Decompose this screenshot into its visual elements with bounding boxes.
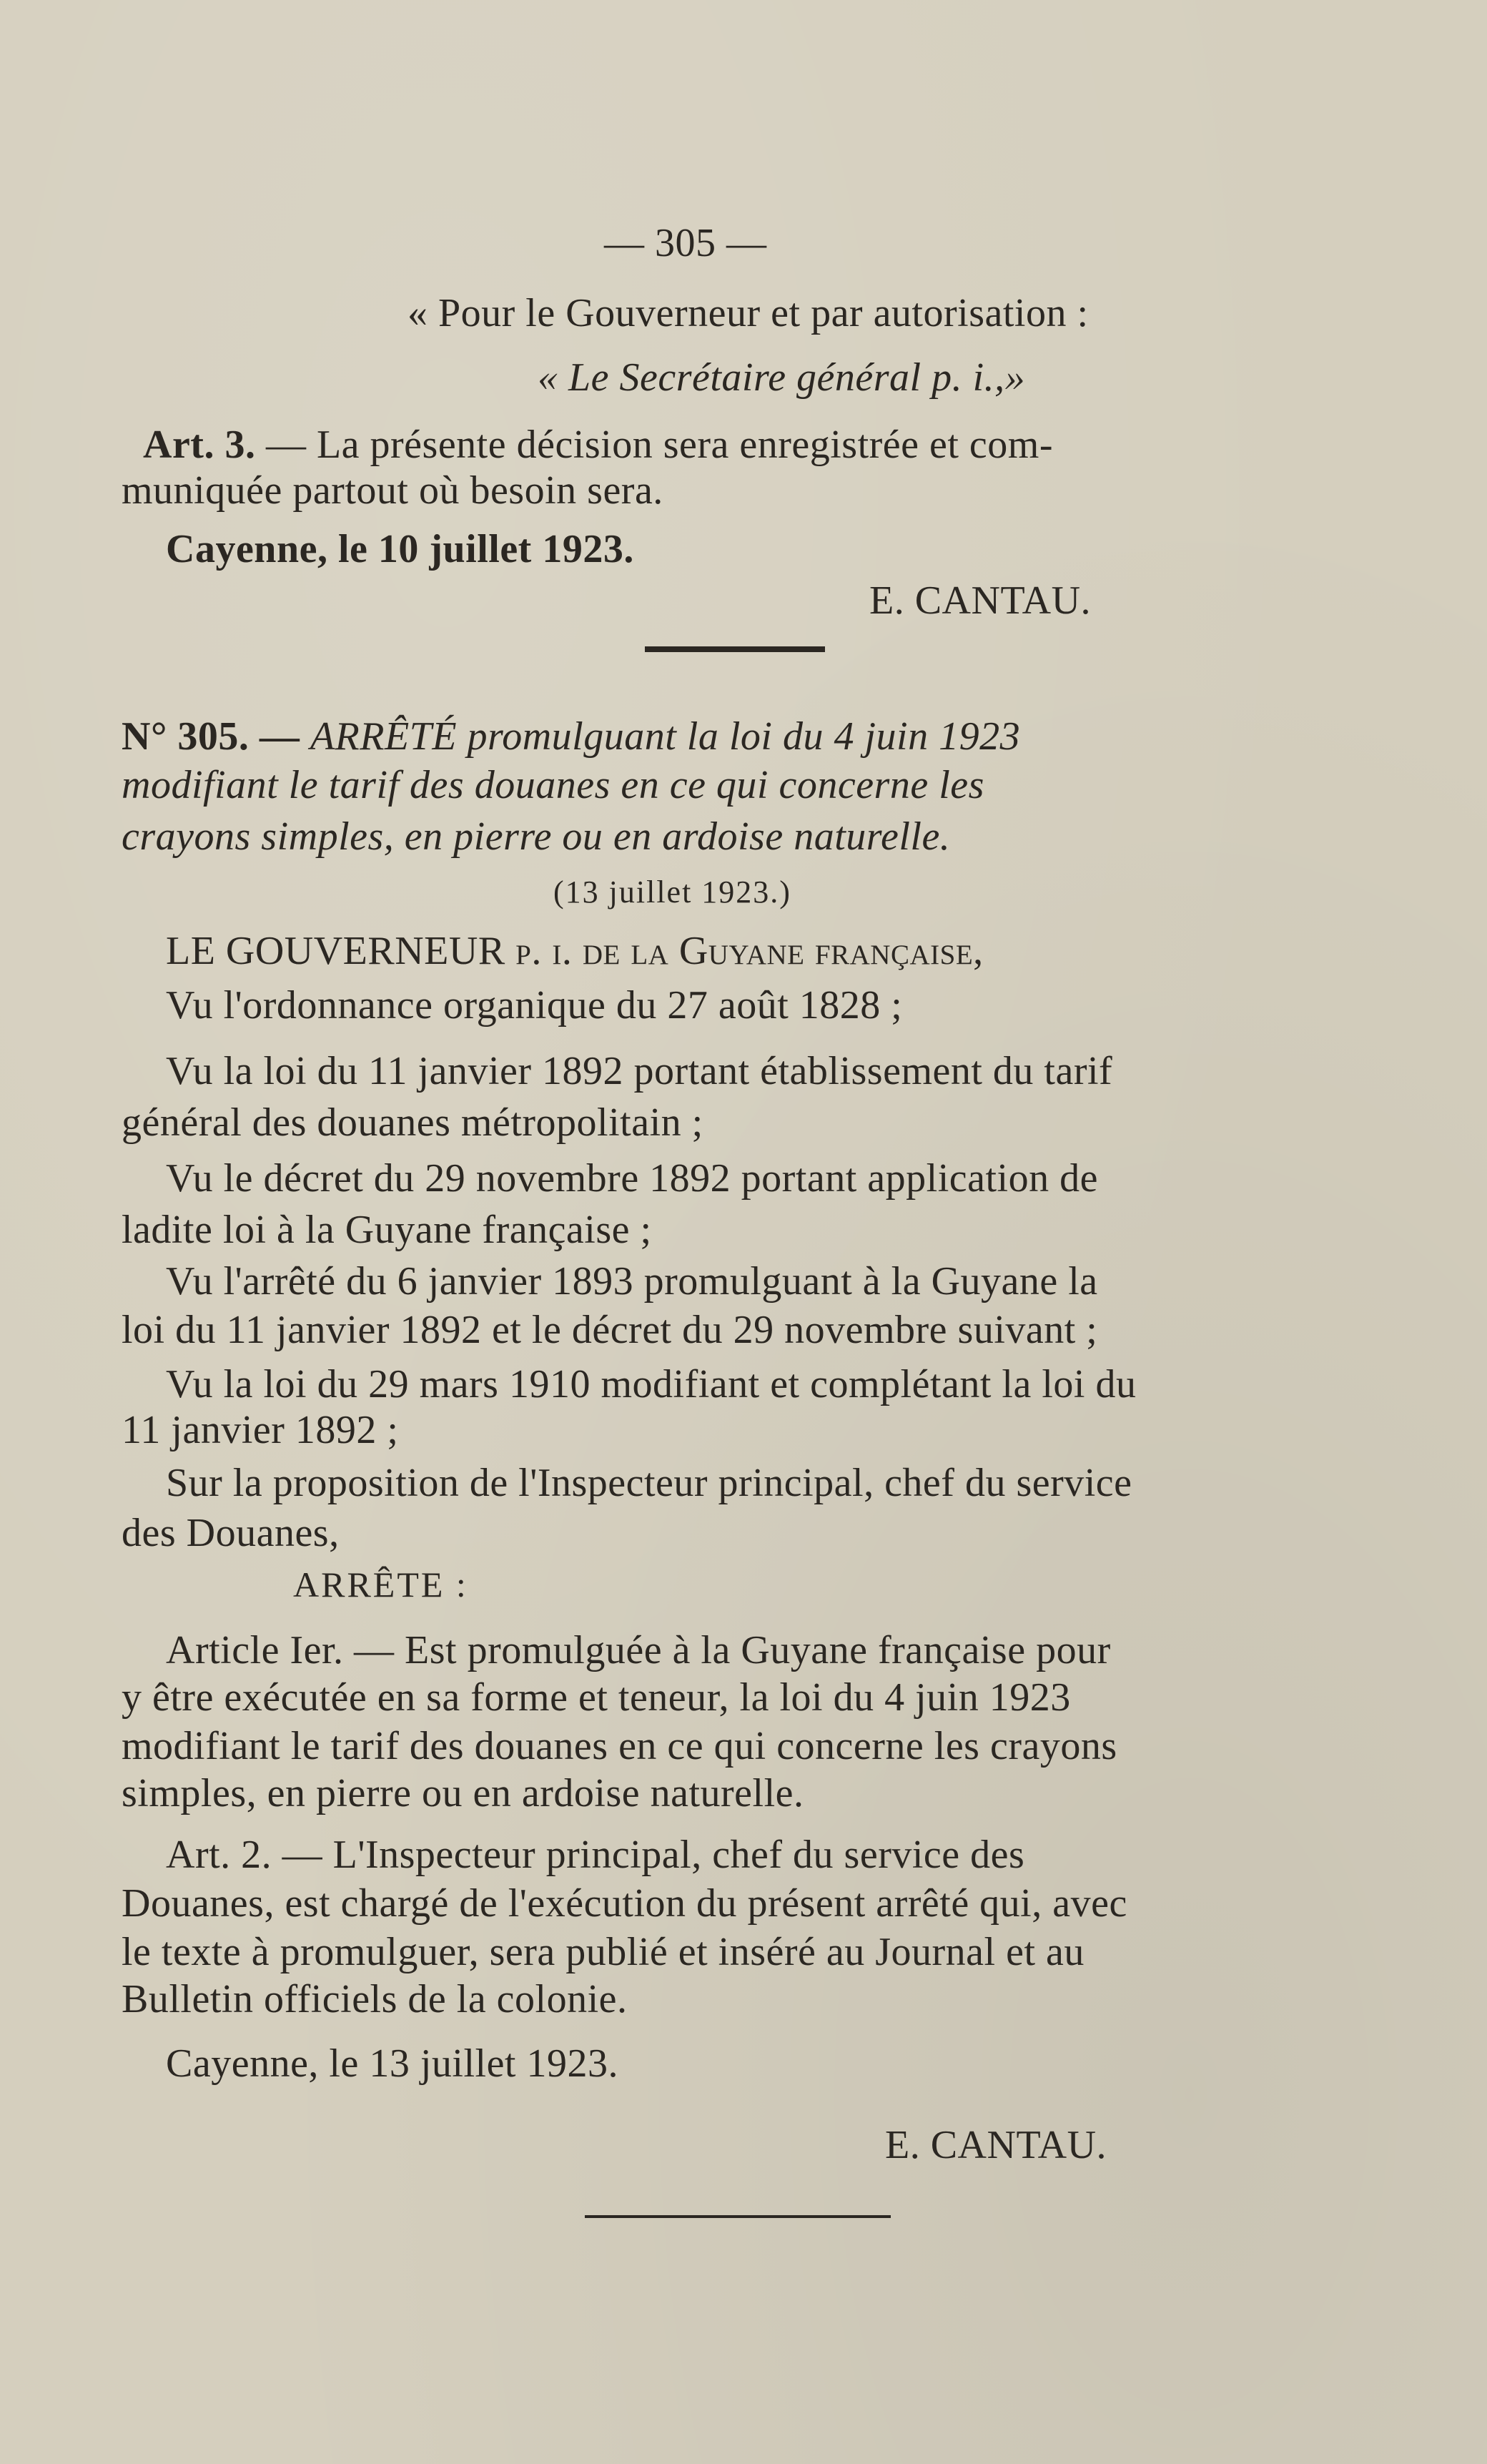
closing-rule <box>585 2215 891 2218</box>
article-3-line-1 <box>143 420 1053 469</box>
considerant-5-line-2: 11 janvier 1892 ; <box>122 1408 399 1452</box>
article-2-line-1: Art. 2. — L'Inspecteur principal, chef du service des <box>166 1833 1025 1877</box>
considerant-3-line-2: ladite loi à la Guyane française ; <box>122 1208 652 1252</box>
arrete-title-1: ARRÊTÉ promulguant la loi du 4 juin 1923 <box>310 714 1021 759</box>
article-1-line-1: Article Ier. — Est promulguée à la Guyane française pour <box>166 1628 1111 1672</box>
considerant-5-line-1: Vu la loi du 29 mars 1910 modifiant et complétant la loi du <box>166 1362 1137 1406</box>
arrete-signature: E. CANTAU. <box>885 2123 1107 2167</box>
page-number: — 305 — <box>604 221 767 265</box>
previous-place-date: Cayenne, le 10 juillet 1923. <box>166 527 634 571</box>
arrete-number: N° 305. — <box>122 714 300 759</box>
article-3-line-2: muniquée partout où besoin sera. <box>122 468 663 513</box>
section-separator <box>645 646 825 652</box>
arrete-date: (13 juillet 1923.) <box>553 874 791 910</box>
authority-line: « Pour le Gouverneur et par autorisation : <box>407 291 1089 335</box>
considerant-1-line-1: Vu l'ordonnance organique du 27 août 1828 ; <box>166 983 903 1028</box>
previous-signature: E. CANTAU. <box>869 578 1092 623</box>
arrete-title-line-1 <box>122 712 1020 761</box>
considerant-2-line-2: général des douanes métropolitain ; <box>122 1100 703 1145</box>
arrete-title-line-3: crayons simples, en pierre ou en ardoise naturelle. <box>122 814 951 859</box>
considerant-2-line-1: Vu la loi du 11 janvier 1892 portant établissement du tarif <box>166 1049 1113 1093</box>
considerant-4-line-1: Vu l'arrêté du 6 janvier 1893 promulguant à la Guyane la <box>166 1259 1098 1304</box>
article-1-line-4: simples, en pierre ou en ardoise naturelle. <box>122 1771 804 1815</box>
arrete-place-date: Cayenne, le 13 juillet 1923. <box>166 2041 618 2086</box>
article-1-line-3: modifiant le tarif des douanes en ce qui concerne les crayons <box>122 1724 1117 1768</box>
article-2-line-3: le texte à promulguer, sera publié et inséré au Journal et au <box>122 1930 1085 1974</box>
secretary-line: « Le Secrétaire général p. i.,» <box>538 355 1026 400</box>
article-1-line-2: y être exécutée en sa forme et teneur, la loi du 4 juin 1923 <box>122 1675 1071 1720</box>
article-2-line-4: Bulletin officiels de la colonie. <box>122 1977 628 2021</box>
considerant-6-line-2: des Douanes, <box>122 1511 340 1555</box>
article-3-text-1: — La présente décision sera enregistrée et com- <box>265 423 1053 467</box>
article-3-label: Art. 3. <box>143 423 256 467</box>
decree-word: ARRÊTE : <box>293 1564 468 1605</box>
considerant-3-line-1: Vu le décret du 29 novembre 1892 portant application de <box>166 1156 1098 1201</box>
considerant-6-line-1: Sur la proposition de l'Inspecteur principal, chef du service <box>166 1461 1132 1505</box>
preamble: LE GOUVERNEUR p. i. de la Guyane française, <box>166 929 984 973</box>
arrete-title-line-2: modifiant le tarif des douanes en ce qui concerne les <box>122 763 984 807</box>
article-2-line-2: Douanes, est chargé de l'exécution du présent arrêté qui, avec <box>122 1881 1127 1926</box>
considerant-4-line-2: loi du 11 janvier 1892 et le décret du 29 novembre suivant ; <box>122 1308 1098 1352</box>
